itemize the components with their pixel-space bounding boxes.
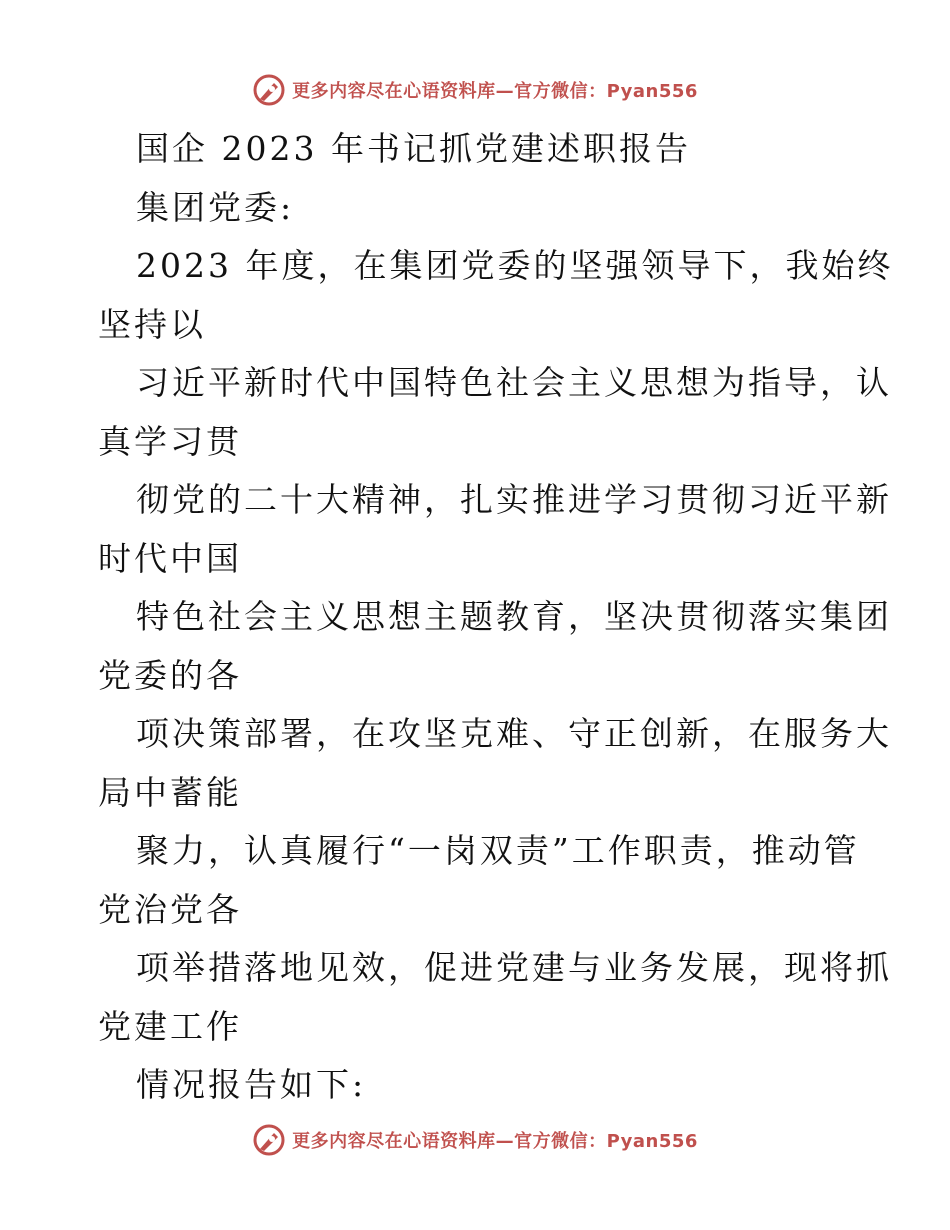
text-line: 党委的各 (98, 655, 242, 695)
pen-logo-icon (252, 73, 286, 107)
watermark-text: 更多内容尽在心语资料库—官方微信：Pyan556 (292, 1131, 698, 1152)
watermark-text: 更多内容尽在心语资料库—官方微信：Pyan556 (292, 81, 698, 102)
document-title: 国企 2023 年书记抓党建述职报告 (136, 129, 691, 168)
text-line: 项举措落地见效，促进党建与业务发展，现将抓 (136, 948, 892, 987)
text-line: 坚持以 (98, 304, 206, 344)
text-line: 彻党的二十大精神，扎实推进学习贯彻习近平新 (136, 480, 892, 519)
text-line: 集团党委: (136, 187, 295, 227)
text-line: 情况报告如下: (136, 1065, 367, 1104)
text-line: 真学习贯 (98, 421, 242, 461)
text-line: 特色社会主义思想主题教育，坚决贯彻落实集团 (136, 597, 892, 636)
text-line: 2023 年度，在集团党委的坚强领导下，我始终 (136, 246, 894, 285)
text-line: 党治党各 (98, 889, 242, 929)
pen-logo-icon (252, 1123, 286, 1157)
text-line: 项决策部署，在攻坚克难、守正创新，在服务大 (136, 714, 892, 753)
text-line: 时代中国 (98, 538, 242, 578)
text-line: 习近平新时代中国特色社会主义思想为指导，认 (136, 363, 892, 402)
footer-watermark (0, 1120, 950, 1160)
text-line: 局中蓄能 (98, 772, 242, 812)
text-line: 聚力，认真履行“一岗双责”工作职责，推动管 (136, 831, 860, 870)
header-watermark (0, 70, 950, 110)
document-body (98, 120, 894, 1115)
text-line: 党建工作 (98, 1006, 242, 1046)
